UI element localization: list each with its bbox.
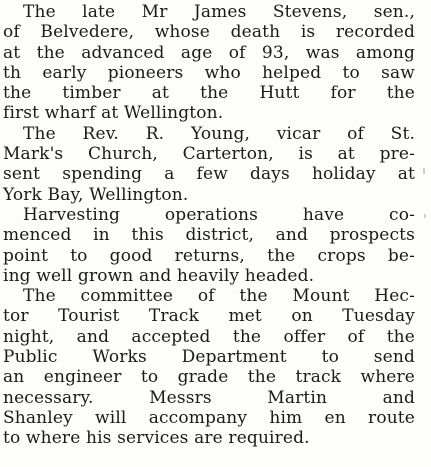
text-line: th early pioneers who helped to saw	[3, 62, 415, 83]
text-line: The Rev. R. Young, vicar of St.	[23, 123, 415, 144]
text-line: The late Mr James Stevens, sen.,	[23, 2, 415, 22]
article-column	[3, 2, 415, 449]
paragraph-track	[3, 286, 415, 448]
text-line: ing well grown and heavily headed.	[3, 265, 315, 286]
text-line: first wharf at Wellington.	[3, 103, 224, 124]
scan-mark	[424, 214, 426, 218]
text-line: Public Works Department to send	[3, 347, 415, 368]
text-line: necessary. Messrs Martin and	[3, 387, 415, 408]
paragraph-harvesting	[3, 205, 415, 286]
text-line: to where his services are required.	[3, 428, 310, 449]
text-line: the timber at the Hutt for the	[3, 83, 415, 104]
text-line: point to good returns, the crops be-	[3, 245, 415, 266]
text-line: of Belvedere, whose death is recorded	[3, 22, 415, 43]
text-line: The committee of the Mount Hec-	[23, 286, 415, 307]
text-line: Mark's Church, Carterton, is at pre-	[3, 144, 415, 165]
text-line: night, and accepted the offer of the	[3, 326, 415, 347]
paragraph-young	[3, 124, 415, 205]
text-line: Shanley will accompany him en route	[3, 407, 415, 428]
text-line: an engineer to grade the track where	[3, 367, 415, 388]
text-line: at the advanced age of 93, was among	[3, 42, 415, 63]
paragraph-stevens	[3, 2, 415, 124]
text-line: sent spending a few days holiday at	[3, 164, 415, 185]
text-line: York Bay, Wellington.	[3, 184, 189, 205]
text-line: menced in this district, and prospects	[3, 225, 415, 246]
scan-mark	[423, 168, 425, 174]
text-line: tor Tourist Track met on Tuesday	[3, 306, 415, 327]
text-line: Harvesting operations have co-	[23, 204, 415, 225]
